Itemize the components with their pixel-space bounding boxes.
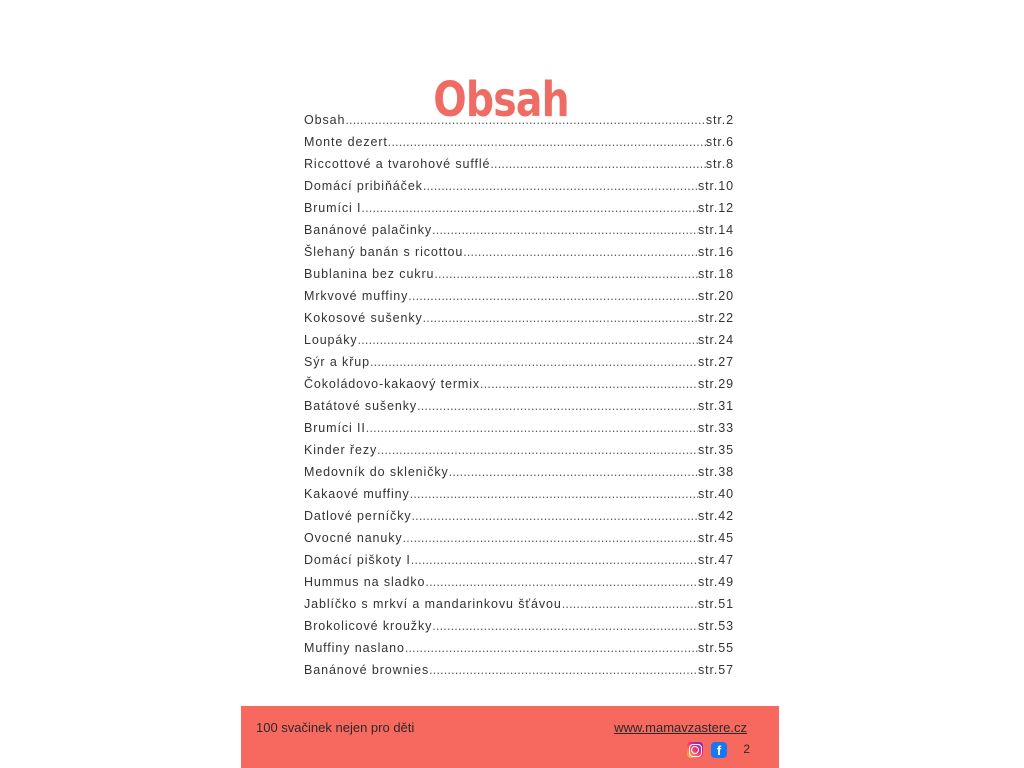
toc-entry-label: Bublanina bez cukru [304,267,435,281]
toc-entry-label: Medovník do skleničky [304,465,449,479]
toc-entry-page: str.10 [698,179,734,193]
toc-entry[interactable] [304,571,734,593]
toc-entry-label: Datlové perníčky [304,509,412,523]
toc-entry-label: Batátové sušenky [304,399,418,413]
toc-entry[interactable] [304,329,734,351]
toc-leader-dots [417,395,698,417]
toc-leader-dots [410,483,698,505]
toc-entry-label: Domácí pribiňáček [304,179,423,193]
toc-entry[interactable] [304,637,734,659]
toc-entry-page: str.16 [698,245,734,259]
toc-entry-label: Brumíci II [304,421,366,435]
toc-entry-label: Banánové palačinky [304,223,433,237]
toc-entry[interactable] [304,307,734,329]
toc-entry-label: Kakaové muffiny [304,487,410,501]
toc-entry[interactable] [304,373,734,395]
toc-entry-page: str.31 [698,399,734,413]
toc-entry-label: Riccottové a tvarohové sufflé [304,157,491,171]
footer-book-title: 100 svačinek nejen pro děti [256,720,415,735]
toc-leader-dots [480,373,698,395]
toc-leader-dots [490,153,706,175]
toc-entry-label: Brokolicové kroužky [304,619,433,633]
toc-entry-page: str.2 [705,113,734,127]
page-title: Obsah [433,72,569,129]
toc-leader-dots [388,131,706,153]
toc-entry[interactable] [304,263,734,285]
toc-entry-page: str.49 [698,575,734,589]
toc-entry-page: str.55 [698,641,734,655]
toc-entry-page: str.47 [698,553,734,567]
toc-leader-dots [403,527,698,549]
toc-leader-dots [377,439,698,461]
website-link[interactable]: www.mamavzastere.cz [614,720,747,735]
toc-leader-dots [370,351,698,373]
toc-leader-dots [361,197,698,219]
toc-entry-page: str.29 [698,377,734,391]
toc-entry[interactable] [304,549,734,571]
toc-entry[interactable] [304,593,734,615]
toc-entry-label: Jablíčko s mrkví a mandarinkovu šťávou [304,597,562,611]
toc-leader-dots [366,417,698,439]
toc-entry-page: str.40 [698,487,734,501]
toc-entry-page: str.18 [698,267,734,281]
toc-entry-label: Mrkvové muffiny [304,289,409,303]
toc-entry-page: str.38 [698,465,734,479]
toc-entry[interactable] [304,131,734,153]
toc-entry-label: Domácí piškoty I [304,553,411,567]
page-footer [241,706,779,768]
page-number: 2 [743,742,750,756]
toc-leader-dots [345,109,706,131]
toc-entry[interactable] [304,527,734,549]
toc-entry-page: str.42 [698,509,734,523]
toc-entry[interactable] [304,417,734,439]
toc-leader-dots [425,571,698,593]
toc-entry[interactable] [304,395,734,417]
toc-entry[interactable] [304,285,734,307]
toc-entry[interactable] [304,351,734,373]
toc-entry-label: Muffiny naslano [304,641,405,655]
toc-entry-page: str.22 [698,311,734,325]
toc-entry[interactable] [304,153,734,175]
toc-entry-label: Kinder řezy [304,443,378,457]
toc-entry-label: Banánové brownies [304,663,430,677]
document-page [241,0,779,768]
toc-entry[interactable] [304,505,734,527]
toc-leader-dots [434,263,698,285]
toc-entry[interactable] [304,219,734,241]
toc-leader-dots [449,461,698,483]
toc-entry-label: Šlehaný banán s ricottou [304,245,464,259]
toc-entry-page: str.51 [698,597,734,611]
toc-leader-dots [412,505,699,527]
toc-entry-page: str.57 [698,663,734,677]
toc-entry[interactable] [304,659,734,681]
toc-entry[interactable] [304,241,734,263]
toc-entry-label: Monte dezert [304,135,388,149]
toc-entry-label: Loupáky [304,333,358,347]
toc-leader-dots [432,615,698,637]
toc-entry[interactable] [304,461,734,483]
toc-entry[interactable] [304,439,734,461]
toc-leader-dots [562,593,698,615]
table-of-contents [304,109,734,681]
toc-leader-dots [429,659,698,681]
toc-entry[interactable] [304,175,734,197]
toc-leader-dots [463,241,698,263]
toc-entry-page: str.12 [698,201,734,215]
toc-entry-page: str.53 [698,619,734,633]
toc-entry-page: str.45 [698,531,734,545]
toc-entry-page: str.6 [705,135,734,149]
toc-entry-page: str.35 [698,443,734,457]
toc-leader-dots [423,307,698,329]
toc-entry-page: str.24 [698,333,734,347]
toc-entry-label: Brumíci I [304,201,362,215]
facebook-icon[interactable]: f [711,742,727,758]
toc-entry-label: Hummus na sladko [304,575,426,589]
toc-entry-label: Kokosové sušenky [304,311,423,325]
toc-leader-dots [408,285,698,307]
toc-entry-page: str.20 [698,289,734,303]
toc-entry[interactable] [304,109,734,131]
toc-entry-label: Sýr a křup [304,355,370,369]
toc-entry-label: Obsah [304,113,346,127]
instagram-icon[interactable] [687,742,703,758]
toc-entry[interactable] [304,615,734,637]
toc-leader-dots [405,637,698,659]
toc-entry[interactable] [304,197,734,219]
toc-entry-label: Čokoládovo-kakaový termix [304,377,481,391]
social-icons [687,742,727,758]
toc-leader-dots [423,175,698,197]
toc-leader-dots [432,219,698,241]
toc-entry-page: str.27 [698,355,734,369]
toc-entry-label: Ovocné nanuky [304,531,403,545]
toc-entry-page: str.14 [698,223,734,237]
toc-entry-page: str.8 [705,157,734,171]
toc-leader-dots [358,329,698,351]
toc-leader-dots [411,549,698,571]
toc-entry-page: str.33 [698,421,734,435]
toc-entry[interactable] [304,483,734,505]
